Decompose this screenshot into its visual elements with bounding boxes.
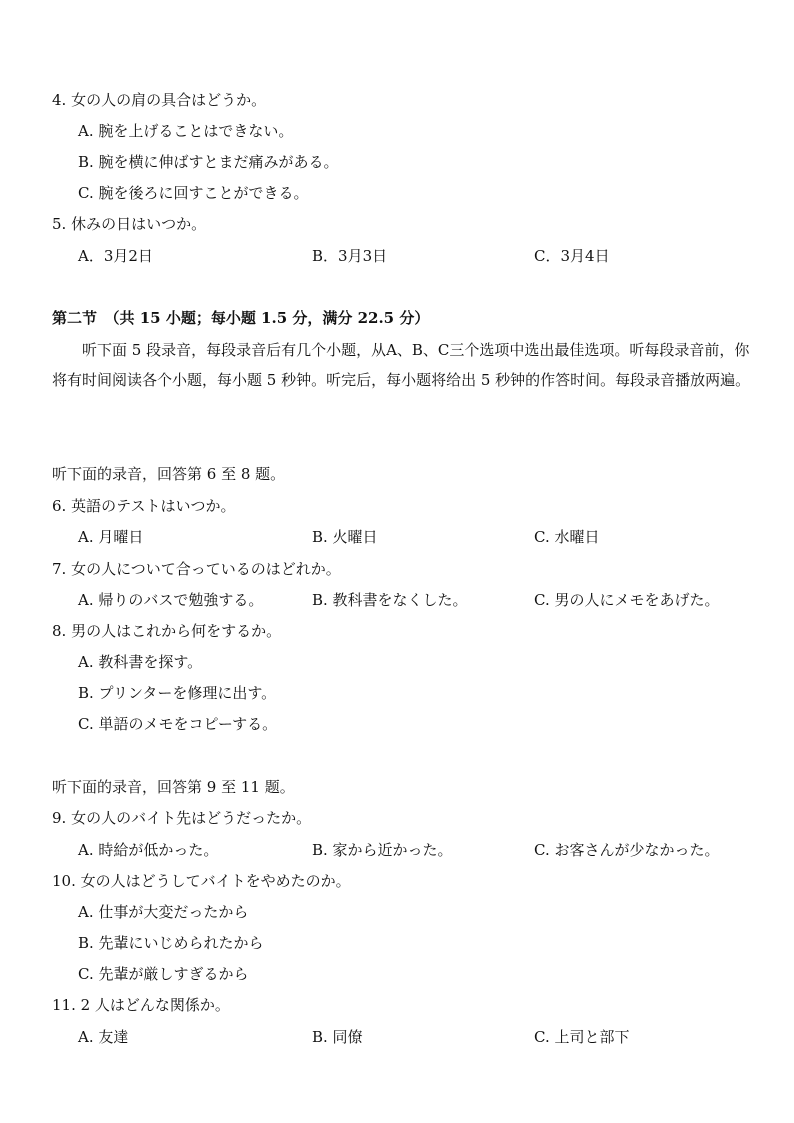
q5-options <box>78 246 764 266</box>
q7-option-b: B. 教科書をなくした。 <box>312 591 468 609</box>
group-intro-6-8: 听下面的录音，回答第 6 至 8 题。 <box>52 465 286 483</box>
section-instructions: 听下面 5 段录音，每段录音后有几个小题，从A、B、C三个选项中选出最佳选项。听每段录音前，你将有时间阅读各个小题，每小题 5 秒钟。听完后，每小题将给出 5 秒钟的作答时间。每段录音播放两遍。 <box>52 341 751 389</box>
q7-option-c: C. 男の人にメモをあげた。 <box>534 591 720 609</box>
question-7: 7. 女の人について合っているのはどれか。 <box>52 560 341 578</box>
q7-options <box>78 590 764 610</box>
q8-option-b: B. プリンターを修理に出す。 <box>78 684 277 702</box>
q6-option-b: B. 火曜日 <box>312 528 378 546</box>
section-title: 第二节 （共 15 小题；每小题 1.5 分，满分 22.5 分） <box>52 309 430 327</box>
q6-option-c: C. 水曜日 <box>534 528 600 546</box>
q11-option-b: B. 同僚 <box>312 1028 363 1046</box>
q5-option-b: B．3月3日 <box>312 247 388 265</box>
q6-options <box>78 527 764 547</box>
q8-option-c: C. 単語のメモをコピーする。 <box>78 715 278 733</box>
question-6: 6. 英語のテストはいつか。 <box>52 497 236 515</box>
question-11: 11. 2 人はどんな関係か。 <box>52 996 230 1014</box>
question-4: 4. 女の人の肩の具合はどうか。 <box>52 91 267 109</box>
q11-option-c: C. 上司と部下 <box>534 1028 630 1046</box>
q11-options <box>78 1027 764 1047</box>
question-8: 8. 男の人はこれから何をするか。 <box>52 622 282 640</box>
q7-option-a: A. 帰りのバスで勉強する。 <box>78 591 264 609</box>
q10-option-b: B. 先輩にいじめられたから <box>78 934 264 952</box>
q5-option-c: C．3月4日 <box>534 247 610 265</box>
question-5: 5. 休みの日はいつか。 <box>52 215 207 233</box>
question-9: 9. 女の人のバイト先はどうだったか。 <box>52 809 312 827</box>
q8-option-a: A. 教科書を探す。 <box>78 653 203 671</box>
q9-options <box>78 840 764 860</box>
q5-option-a: A．3月2日 <box>78 247 153 265</box>
q10-option-c: C. 先輩が厳しすぎるから <box>78 965 249 983</box>
question-10: 10. 女の人はどうしてバイトをやめたのか。 <box>52 872 351 890</box>
q9-option-c: C. お客さんが少なかった。 <box>534 841 720 859</box>
q4-option-b: B. 腕を横に伸ばすとまだ痛みがある。 <box>78 153 339 171</box>
q10-option-a: A. 仕事が大変だったから <box>78 903 249 921</box>
group-intro-9-11: 听下面的录音，回答第 9 至 11 题。 <box>52 778 295 796</box>
q4-option-a: A. 腕を上げることはできない。 <box>78 122 294 140</box>
q9-option-a: A. 時給が低かった。 <box>78 841 219 859</box>
q11-option-a: A. 友達 <box>78 1028 129 1046</box>
q6-option-a: A. 月曜日 <box>78 528 144 546</box>
q4-option-c: C. 腕を後ろに回すことができる。 <box>78 184 309 202</box>
q9-option-b: B. 家から近かった。 <box>312 841 453 859</box>
